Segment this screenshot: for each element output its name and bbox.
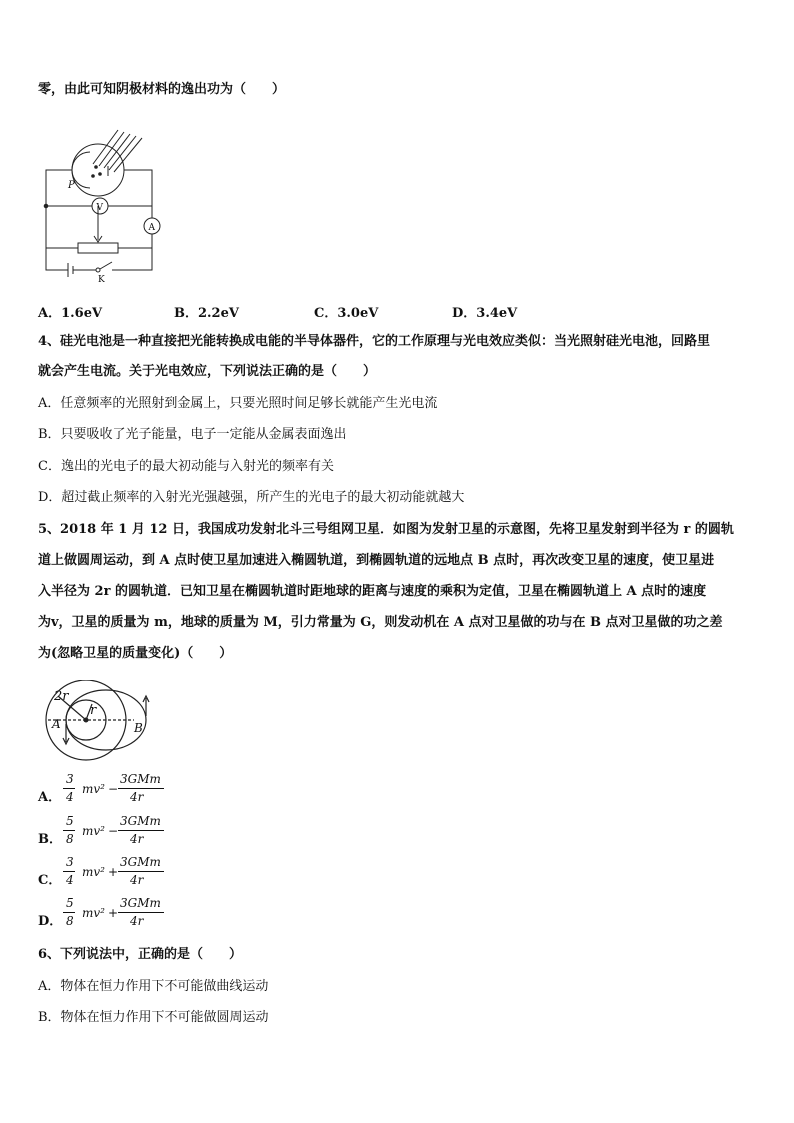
frac1-bar (63, 788, 75, 789)
frac2-numerator: 3GMm (120, 772, 161, 786)
orbit-figure (38, 680, 158, 770)
frac1-numerator: 5 (66, 814, 74, 828)
frac1-bar (63, 912, 75, 913)
frac1-numerator: 5 (66, 896, 74, 910)
mv2-term: mv² (82, 824, 105, 838)
frac2-denominator: 4r (130, 790, 144, 804)
voltmeter-label: V (96, 203, 103, 213)
q6-option-b: B．物体在恒力作用下不可能做圆周运动 (38, 1010, 269, 1025)
frac2-denominator: 4r (130, 873, 144, 887)
q4-stem-line1: 4、硅光电池是一种直接把光能转换成电能的半导体器件，它的工作原理与光电效应类似：当光照射硅光电池，回路里 (38, 334, 711, 349)
q4-option-a: A．任意频率的光照射到金属上，只要光照时间足够长就能产生光电流 (38, 396, 438, 411)
q5-option-a-label: A． (38, 790, 62, 805)
operator: − (108, 782, 119, 796)
frac2-numerator: 3GMm (120, 855, 161, 869)
frac2-bar (118, 788, 164, 789)
frac1-denominator: 8 (66, 832, 74, 846)
frac2-denominator: 4r (130, 914, 144, 928)
frac2-denominator: 4r (130, 832, 144, 846)
operator: + (108, 865, 119, 879)
frac2-numerator: 3GMm (120, 896, 161, 910)
orbit-2r-label: 2r (54, 689, 69, 704)
point-a-label: A (52, 717, 61, 731)
mv2-term: mv² (82, 865, 105, 879)
frac2-bar (118, 912, 164, 913)
q5-option-b-label: B． (38, 832, 62, 847)
q5-stem-line3: 入半径为 2r 的圆轨道．已知卫星在椭圆轨道时距地球的距离与速度的乘积为定值，卫星在椭圆轨道上 A 点时的速度 (38, 584, 707, 599)
q4-option-c: C．逸出的光电子的最大初动能与入射光的频率有关 (38, 459, 334, 474)
frac1-numerator: 3 (66, 855, 74, 869)
q4-option-b: B．只要吸收了光子能量，电子一定能从金属表面逸出 (38, 427, 347, 442)
q3-stem-tail: 零，由此可知阴极材料的逸出功为（ ） (38, 82, 286, 97)
switch-k-label: K (98, 275, 105, 282)
q5-option-d-label: D． (38, 914, 63, 929)
q4-stem-line2: 就会产生电流。关于光电效应，下列说法正确的是（ ） (38, 364, 377, 379)
q6-option-a: A．物体在恒力作用下不可能做曲线运动 (38, 979, 269, 994)
q3-option-d: D．3.4eV (452, 306, 518, 321)
q5-stem-line1: 5、2018 年 1 月 12 日，我国成功发射北斗三号组网卫星．如图为发射卫星的示意图，先将卫星发射到半径为 r 的圆轨 (38, 522, 734, 537)
frac2-numerator: 3GMm (120, 814, 161, 828)
point-b-label: B (134, 721, 143, 735)
photoelectric-circuit-figure (38, 122, 168, 282)
frac1-denominator: 4 (66, 873, 74, 887)
frac1-bar (63, 830, 75, 831)
frac1-denominator: 4 (66, 790, 74, 804)
frac1-denominator: 8 (66, 914, 74, 928)
q5-option-c-label: C． (38, 873, 62, 888)
frac2-bar (118, 830, 164, 831)
q5-stem-line2: 道上做圆周运动，到 A 点时使卫星加速进入椭圆轨道，到椭圆轨道的远地点 B 点时，再次改变卫星的速度，使卫星进 (38, 553, 715, 568)
q3-option-b: B．2.2eV (174, 306, 239, 321)
frac1-bar (63, 871, 75, 872)
q3-option-a: A．1.6eV (38, 306, 103, 321)
q5-stem-line5: 为(忽略卫星的质量变化)（ ） (38, 646, 233, 661)
q3-option-c: C．3.0eV (314, 306, 379, 321)
q5-stem-line4: 为v，卫星的质量为 m，地球的质量为 M，引力常量为 G，则发动机在 A 点对卫星做的功与在 B 点对卫星做的功之差 (38, 615, 723, 630)
mv2-term: mv² (82, 782, 105, 796)
plate-p-label: P (68, 180, 75, 191)
orbit-r-label: r (90, 703, 97, 718)
operator: − (108, 824, 119, 838)
frac1-numerator: 3 (66, 772, 74, 786)
ammeter-label: A (148, 223, 155, 233)
frac2-bar (118, 871, 164, 872)
q4-option-d: D．超过截止频率的入射光光强越强，所产生的光电子的最大初动能就越大 (38, 490, 465, 505)
operator: + (108, 906, 119, 920)
mv2-term: mv² (82, 906, 105, 920)
q6-stem: 6、下列说法中，正确的是（ ） (38, 947, 243, 962)
